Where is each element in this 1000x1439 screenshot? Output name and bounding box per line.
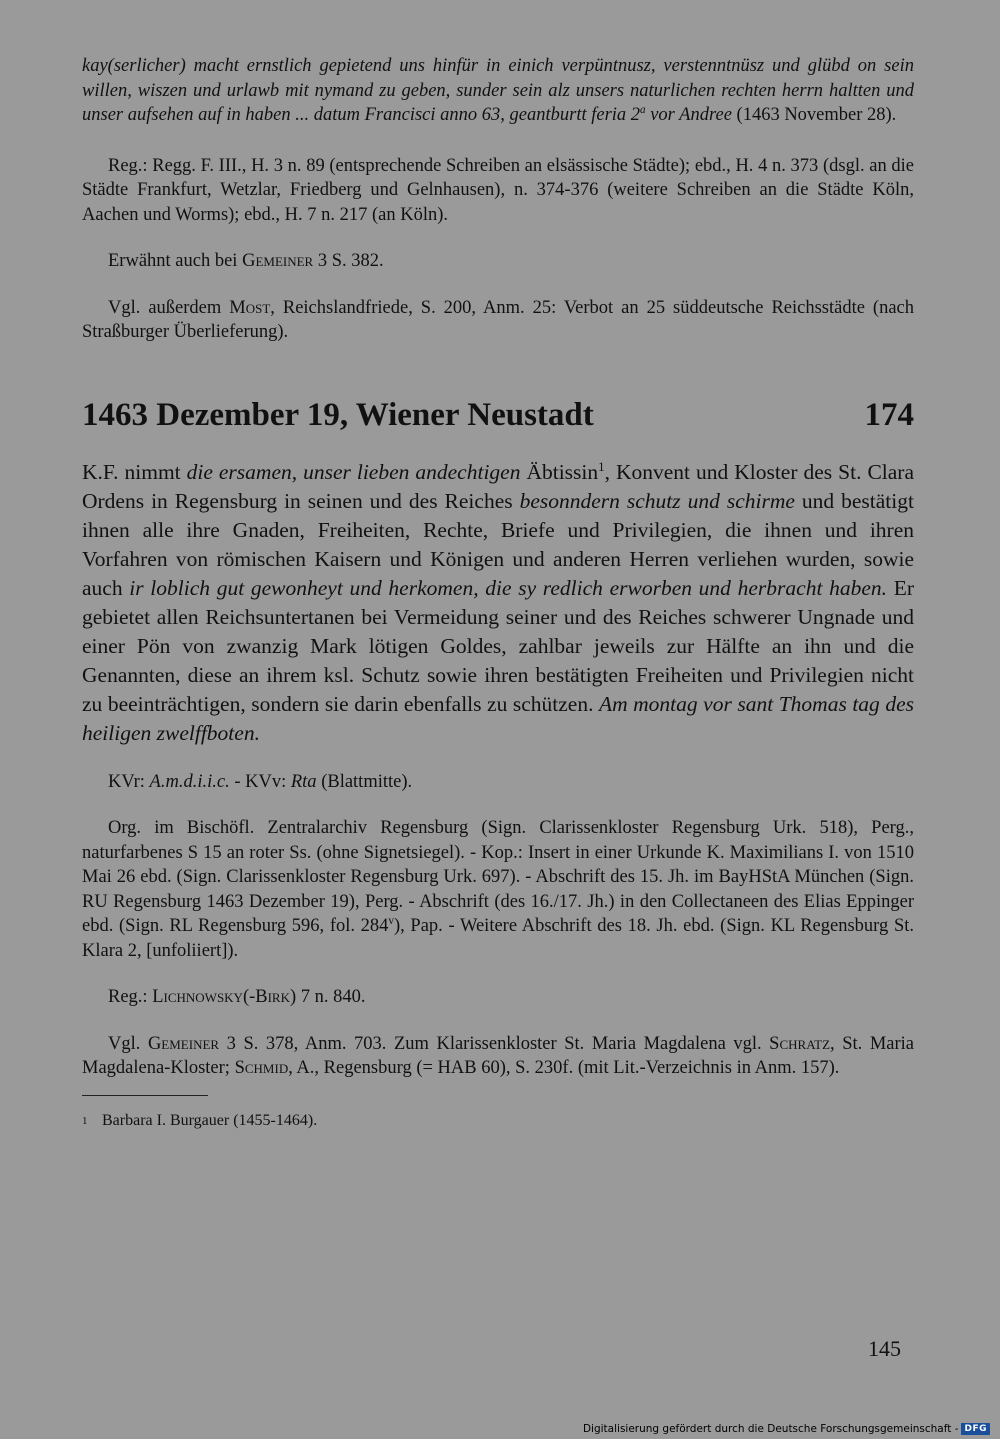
org-text-1: Org. im Bischöfl. Zentralarchiv Regensburg (Sign. Clarissenkloster Regensburg Urk. 518), Perg., naturfarbenes S 15 an roter Ss. (ohne Signetsiegel). - Kop.: Insert in einer Urkunde K. Maximilians I. von 1510 Mai 26 ebd. (Sign. Clarissenkloster Regensburg Urk. 697). - Abschrift des 15. Jh. im BayHStA München (Sign. RU Regensburg 1463 Dezember 19), Perg. - Abschrift (des 16./17. Jh.) in den Collectaneen des Elias Eppinger ebd. (Sign. RL Regensburg 596, fol. 284: [82, 818, 914, 936]
footnote-reference: 1: [598, 459, 605, 474]
org-superscript: v: [388, 914, 394, 927]
banner-text: Digitalisierung gefördert durch die Deutsche Forschungsgemeinschaft -: [582, 1423, 959, 1435]
reg2-suffix: 7 n. 840.: [296, 987, 366, 1007]
reg-note-1: Reg.: Regg. F. III., H. 3 n. 89 (entsprechende Schreiben an elsässische Städte); ebd., H. 4 n. 373 (dsgl. an die Städte Frankfurt, Wetzlar, Friedberg und Gelnhausen), n. 374-376 (weitere Schreiben an die Städte Köln, Aachen und Worms); ebd., H. 7 n. 217 (an Köln).: [82, 155, 914, 225]
heading-number: 174: [864, 396, 914, 433]
kvr-note: [82, 770, 914, 795]
footnote: [82, 1110, 914, 1132]
author-gemeiner: Gemeiner: [242, 251, 314, 271]
kvr-label: KVr:: [108, 771, 150, 792]
body-text-2: Äbtissin: [520, 459, 599, 484]
author-gemeiner-2: Gemeiner: [147, 1033, 220, 1054]
author-schratz: Schratz: [769, 1033, 831, 1054]
body-text-1: K.F. nimmt: [82, 459, 187, 484]
funding-banner: [583, 1423, 990, 1435]
erwaehnt-suffix: 3 S. 382.: [313, 251, 384, 271]
vgl2-a: Vgl.: [108, 1033, 148, 1054]
reg-note-2: [82, 985, 914, 1010]
body-quote-1: die ersamen, unser lieben andechtigen: [186, 459, 521, 484]
kvv-label: - KVv:: [229, 771, 291, 792]
intro-quote-text-2: vor Andree: [645, 105, 732, 125]
org-text-2: ), Pap. - Weitere Abschrift des 18. Jh. ebd. (Sign. KL Regensburg St. Klara 2, [unfoliiert]).: [82, 916, 914, 961]
vgl1-prefix: Vgl. außerdem: [108, 297, 230, 318]
body-text-3: , Konvent und Kloster des St. Clara Ordens in Regensburg in seinen und des Reiches: [82, 459, 914, 513]
body-text-4: und bestätigt ihnen alle ihre Gnaden, Freiheiten, Rechte, Briefe und Privilegien, die ihnen und ihren Vorfahren von römischen Kaisern und Königen und anderen Herren verliehen wurden, sowie auch: [82, 488, 914, 600]
vgl-note-2: [82, 1032, 914, 1081]
heading-title: 1463 Dezember 19, Wiener Neustadt: [82, 396, 594, 433]
org-note: [82, 816, 914, 963]
vgl1-suffix: , Reichslandfriede, S. 200, Anm. 25: Verbot an 25 süddeutsche Reichsstädte (nach Straßburger Überlieferung).: [82, 297, 914, 342]
document-heading: [82, 397, 914, 434]
body-quote-2: besonndern schutz und schirme: [519, 488, 795, 513]
footnote-divider: [82, 1095, 208, 1096]
body-quote-4: Am montag vor sant Thomas tag des heiligen zwelffboten.: [82, 691, 914, 745]
author-most: Most: [229, 297, 271, 318]
footnote-text: Barbara I. Burgauer (1455-1464).: [102, 1111, 318, 1129]
erwaehnt-prefix: Erwähnt auch bei: [108, 251, 243, 271]
intro-quote: [82, 54, 914, 128]
body-quote-3: ir loblich gut gewonheyt und herkomen, die sy redlich erworben und herbracht haben.: [129, 575, 888, 600]
intro-date: (1463 November 28).: [731, 105, 897, 125]
erwaehnt-note: [82, 249, 914, 274]
reg2-prefix: Reg.:: [108, 987, 153, 1007]
footnote-number: 1: [82, 1114, 88, 1127]
page-number: 145: [868, 1336, 901, 1361]
intro-quote-text: kay(serlicher) macht ernstlich gepietend uns hinfür in einich verpüntnusz, verstenntnüsz und glübd on sein willen, wiszen und urlawb mit nymand zu geben, sunder sein alz unsers naturlichen rechten herrn haltten und unser aufsehen auf in haben ... datum Francisci anno 63, geantburtt feria 2: [82, 56, 914, 125]
body-text-5: Er gebietet allen Reichsuntertanen bei Vermeidung seiner und des Reiches schwerer Ungnade und einer Pön von zwanzig Mark lötigen Goldes, zahlbar jeweils zur Hälfte an ihn und die Genannten, diese an ihrem ksl. Schutz sowie ihren bestätigten Freiheiten und Privilegien nicht zu beeinträchtigen, sondern sie darin ebenfalls zu schützen.: [82, 575, 915, 716]
author-lichnowsky: Lichnowsky(-Birk): [152, 987, 297, 1007]
vgl2-c: 3 S. 378, Anm. 703. Zum Klarissenkloster St. Maria Magdalena vgl.: [219, 1033, 770, 1054]
vgl2-g: , A., Regensburg (= HAB 60), S. 230f. (mit Lit.-Verzeichnis in Anm. 157).: [288, 1058, 840, 1078]
regest-body: [82, 458, 914, 748]
vgl2-e: , St. Maria Magdalena-Kloster;: [82, 1033, 915, 1078]
page-content: [82, 54, 914, 1132]
intro-superscript: a: [640, 103, 646, 116]
kvr-value: A.m.d.i.i.c.: [149, 771, 230, 792]
kvv-value: Rta: [290, 771, 317, 792]
kvv-suffix: (Blattmitte).: [316, 771, 413, 792]
vgl-note-1: [82, 296, 914, 345]
author-schmid: Schmid: [234, 1058, 289, 1078]
dfg-logo: DFG: [961, 1423, 990, 1435]
